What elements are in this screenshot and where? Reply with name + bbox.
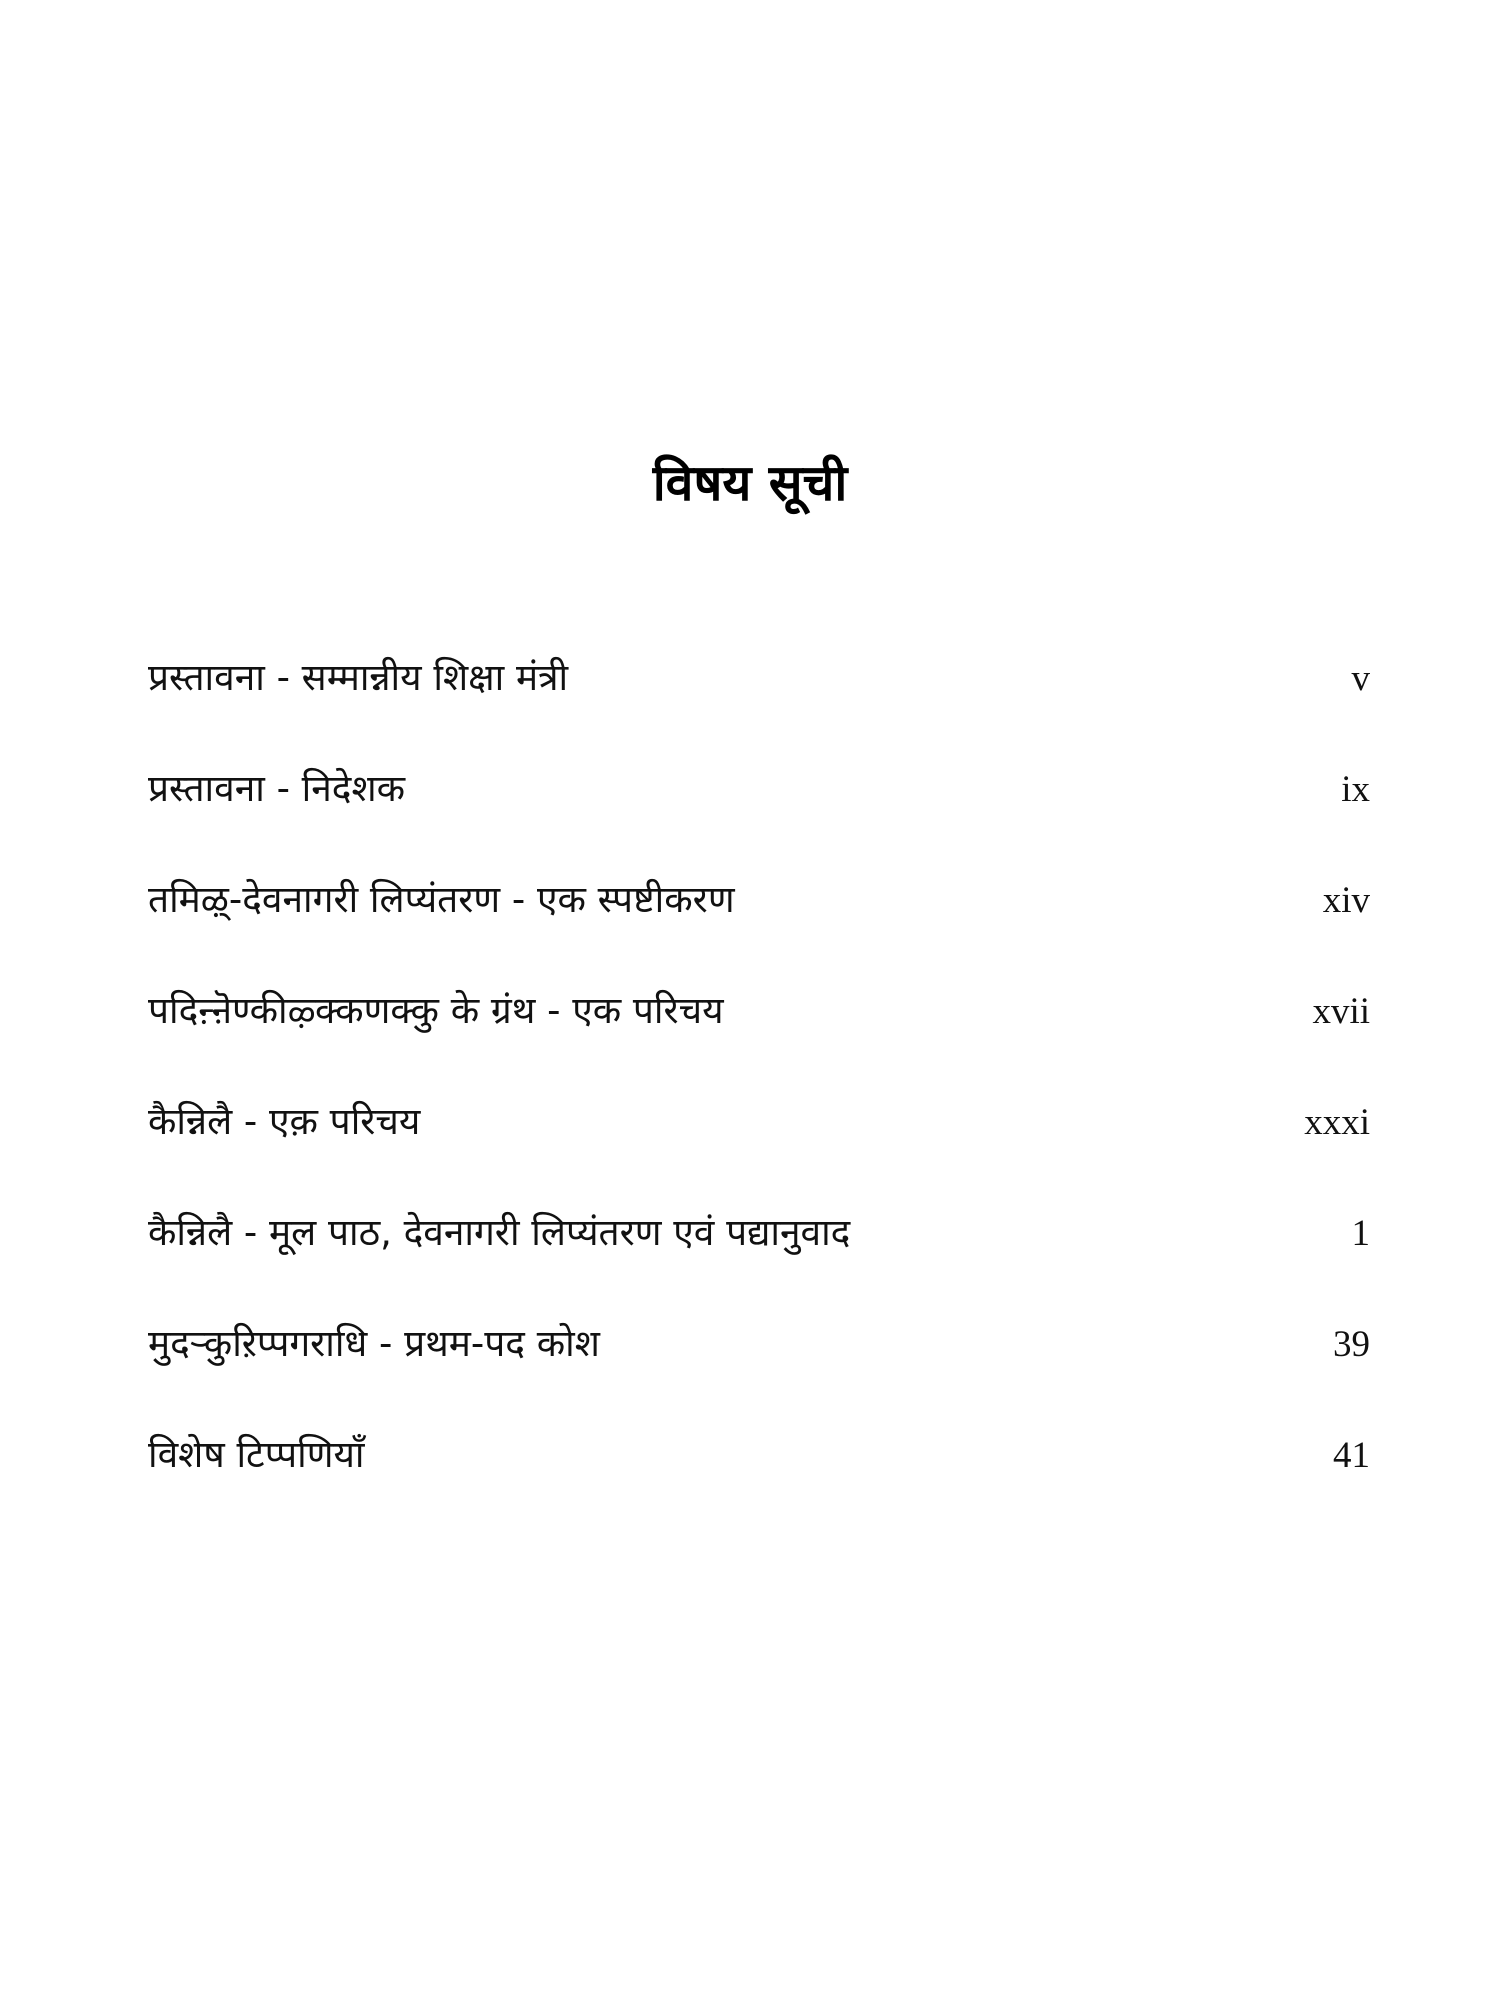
toc-entry-page: xiv bbox=[1322, 880, 1370, 921]
toc-entry bbox=[148, 759, 1370, 870]
toc-entry bbox=[148, 1425, 1370, 1536]
toc-entry bbox=[148, 1092, 1370, 1203]
page-title: विषय सूची bbox=[652, 454, 848, 512]
table-of-contents bbox=[148, 648, 1370, 1536]
toc-entry-page: 41 bbox=[1333, 1435, 1370, 1476]
toc-entry-label: तमिऴ्-देवनागरी लिप्यंतरण - एक स्पष्टीकरण bbox=[148, 878, 735, 921]
toc-entry-page: 1 bbox=[1351, 1213, 1370, 1254]
toc-entry-label: प्रस्तावना - सम्मान्नीय शिक्षा मंत्री bbox=[148, 656, 569, 699]
toc-entry bbox=[148, 981, 1370, 1092]
toc-entry-page: xvii bbox=[1312, 991, 1370, 1032]
toc-entry bbox=[148, 1314, 1370, 1425]
toc-entry-page: 39 bbox=[1333, 1324, 1370, 1365]
toc-entry-label: पदिऩ्ऩॆण्कीऴ्क्कणक्कु के ग्रंथ - एक परिचय bbox=[148, 989, 724, 1032]
toc-entry-label: कैन्निलै - एक़ परिचय bbox=[148, 1100, 421, 1143]
toc-entry-label: विशेष टिप्पणियाँ bbox=[148, 1433, 365, 1476]
toc-entry-page: xxxi bbox=[1304, 1102, 1370, 1143]
toc-entry-page: ix bbox=[1341, 769, 1370, 810]
toc-entry bbox=[148, 870, 1370, 981]
toc-entry-page: v bbox=[1351, 658, 1370, 699]
toc-entry-label: मुदऱ्कुऱिप्पगराधि - प्रथम-पद कोश bbox=[148, 1322, 600, 1365]
toc-entry-label: कैन्निलै - मूल पाठ, देवनागरी लिप्यंतरण एवं पद्यानुवाद bbox=[148, 1211, 851, 1254]
toc-entry-label: प्रस्तावना - निदेशक bbox=[148, 767, 406, 810]
toc-entry bbox=[148, 648, 1370, 759]
toc-entry bbox=[148, 1203, 1370, 1314]
